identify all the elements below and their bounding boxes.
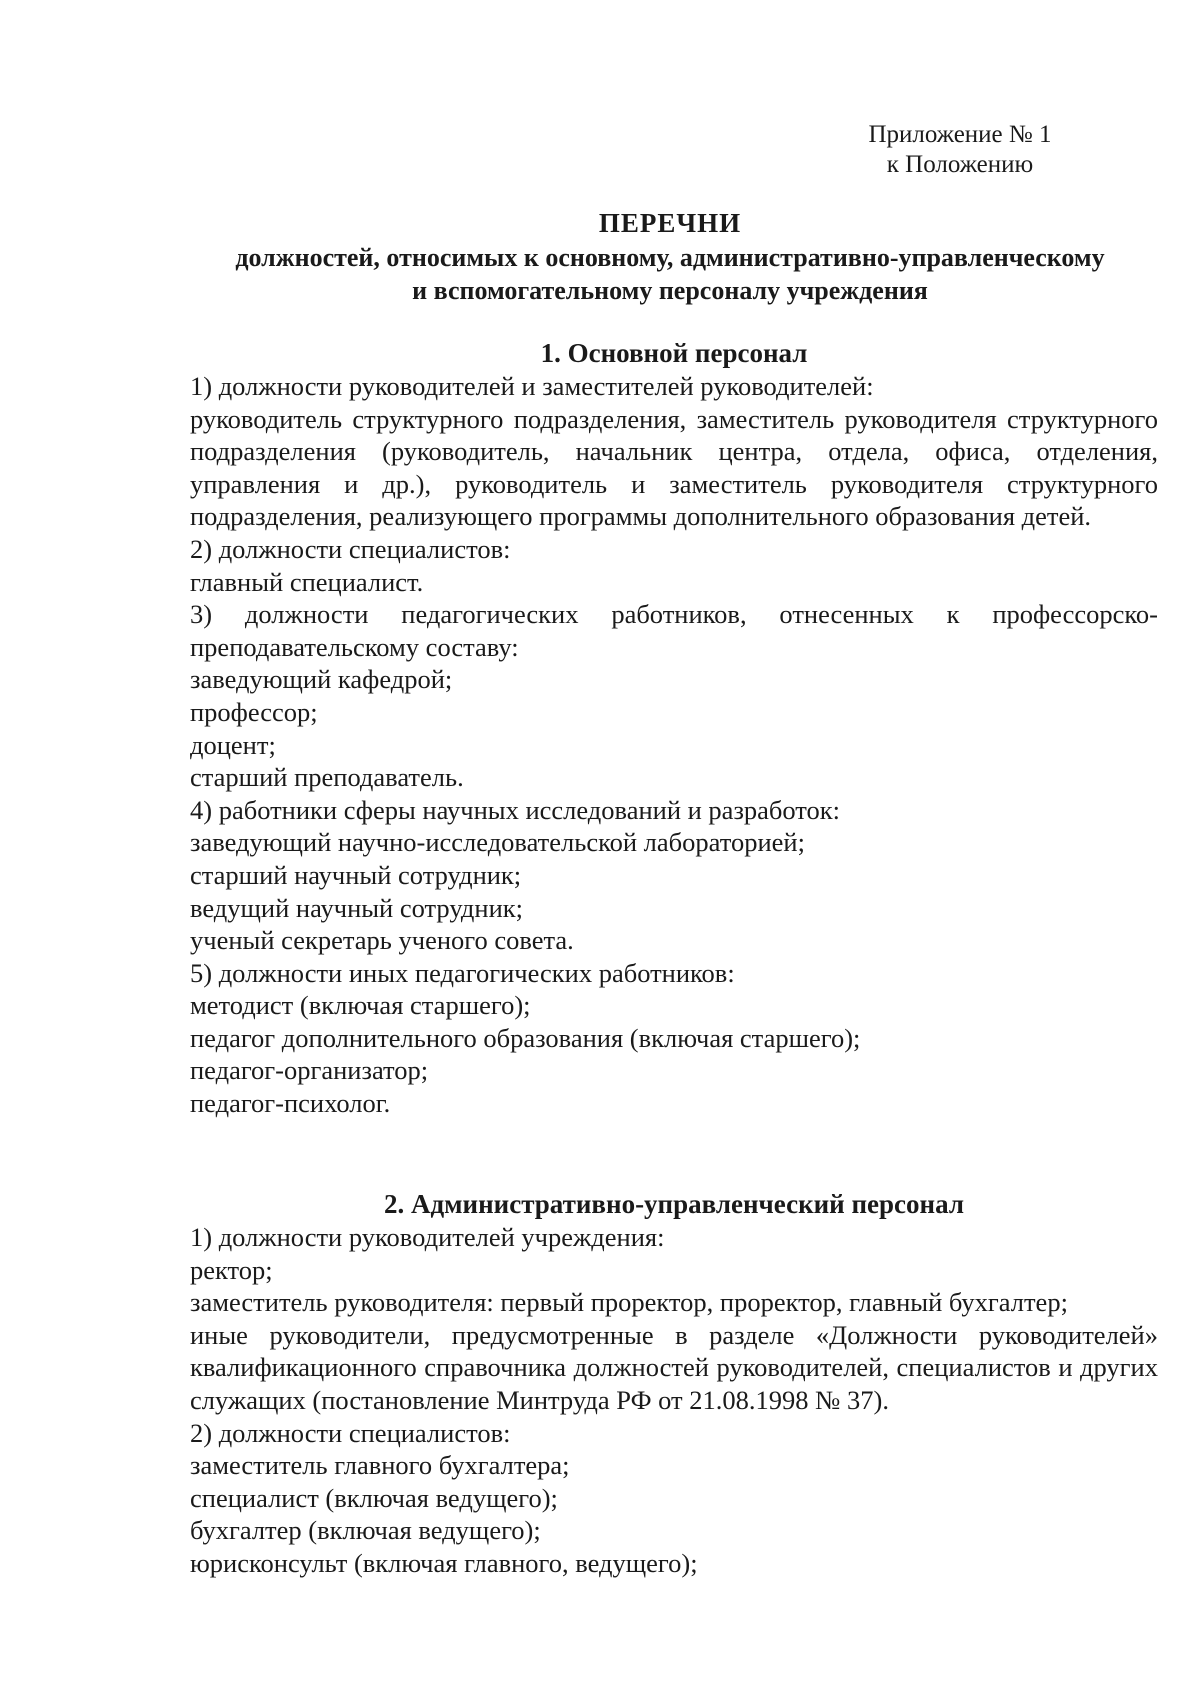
list-item: педагог-психолог. <box>190 1088 391 1119</box>
list-item: юрисконсульт (включая главного, ведущего); <box>190 1547 698 1578</box>
title-sub-line-1: должностей, относимых к основному, административно-управленческому <box>235 243 1105 272</box>
group-header-other-teachers: 5) должности иных педагогических работников: <box>190 957 735 988</box>
group-header-institution-managers: 1) должности руководителей учреждения: <box>190 1222 665 1252</box>
appendix-reference <box>840 120 1080 180</box>
list-item: ученый секретарь ученого совета. <box>190 925 574 956</box>
section-admin-staff <box>190 1188 1158 1580</box>
group-header-teaching-staff-cont: преподавательскому составу: <box>190 631 519 662</box>
section-main-staff <box>190 337 1158 1120</box>
list-item: заместитель главного бухгалтера; <box>190 1450 570 1481</box>
list-item: ведущий научный сотрудник; <box>190 892 523 923</box>
list-item: педагог дополнительного образования (включая старшего); <box>190 1022 861 1053</box>
list-item: заведующий научно-исследовательской лабораторией; <box>190 827 805 858</box>
list-item: профессор; <box>190 696 318 727</box>
list-item: заместитель руководителя: первый проректор, проректор, главный бухгалтер; <box>190 1287 1068 1318</box>
group-text-other-managers: иные руководители, предусмотренные в разделе «Должности руководителей» квалификационного справочника должностей руководителей, специалистов и других служащих (постановление Минтруда РФ от 21.08.1998 № 37). <box>190 1319 1158 1415</box>
list-item: старший научный сотрудник; <box>190 859 522 890</box>
list-item: ректор; <box>190 1254 273 1285</box>
appendix-regulation: к Положению <box>886 151 1034 178</box>
section-heading: 1. Основной персонал <box>540 338 808 368</box>
group-header-research: 4) работники сферы научных исследований и разработок: <box>190 794 841 825</box>
list-item: педагог-организатор; <box>190 1055 429 1086</box>
title-sub-line-2: и вспомогательному персоналу учреждения <box>412 276 928 305</box>
list-item: бухгалтер (включая ведущего); <box>190 1515 541 1546</box>
group-header-specialists: 2) должности специалистов: <box>190 533 511 564</box>
section-heading: 2. Административно-управленческий персонал <box>384 1189 964 1219</box>
list-item: доцент; <box>190 729 276 760</box>
title-main: ПЕРЕЧНИ <box>598 208 742 238</box>
list-item: главный специалист. <box>190 566 424 597</box>
group-header-specialists: 2) должности специалистов: <box>190 1417 511 1448</box>
list-item: заведующий кафедрой; <box>190 664 453 695</box>
group-header-teaching-staff: 3) должности педагогических работников, отнесенных к профессорско- <box>190 599 1158 630</box>
group-header-managers: 1) должности руководителей и заместителей руководителей: <box>190 371 874 401</box>
group-text-managers: руководитель структурного подразделения, заместитель руководителя структурного подразделения (руководитель, начальник центра, отдела, офиса, отделения, управления и др.), руководитель и заместитель руководителя структурного подразделения, реализующего программы дополнительного образования детей. <box>190 403 1158 532</box>
list-item: методист (включая старшего); <box>190 990 531 1021</box>
appendix-number: Приложение № 1 <box>868 121 1052 148</box>
list-item: старший преподаватель. <box>190 762 464 793</box>
document-title <box>150 205 1190 307</box>
list-item: специалист (включая ведущего); <box>190 1482 558 1513</box>
